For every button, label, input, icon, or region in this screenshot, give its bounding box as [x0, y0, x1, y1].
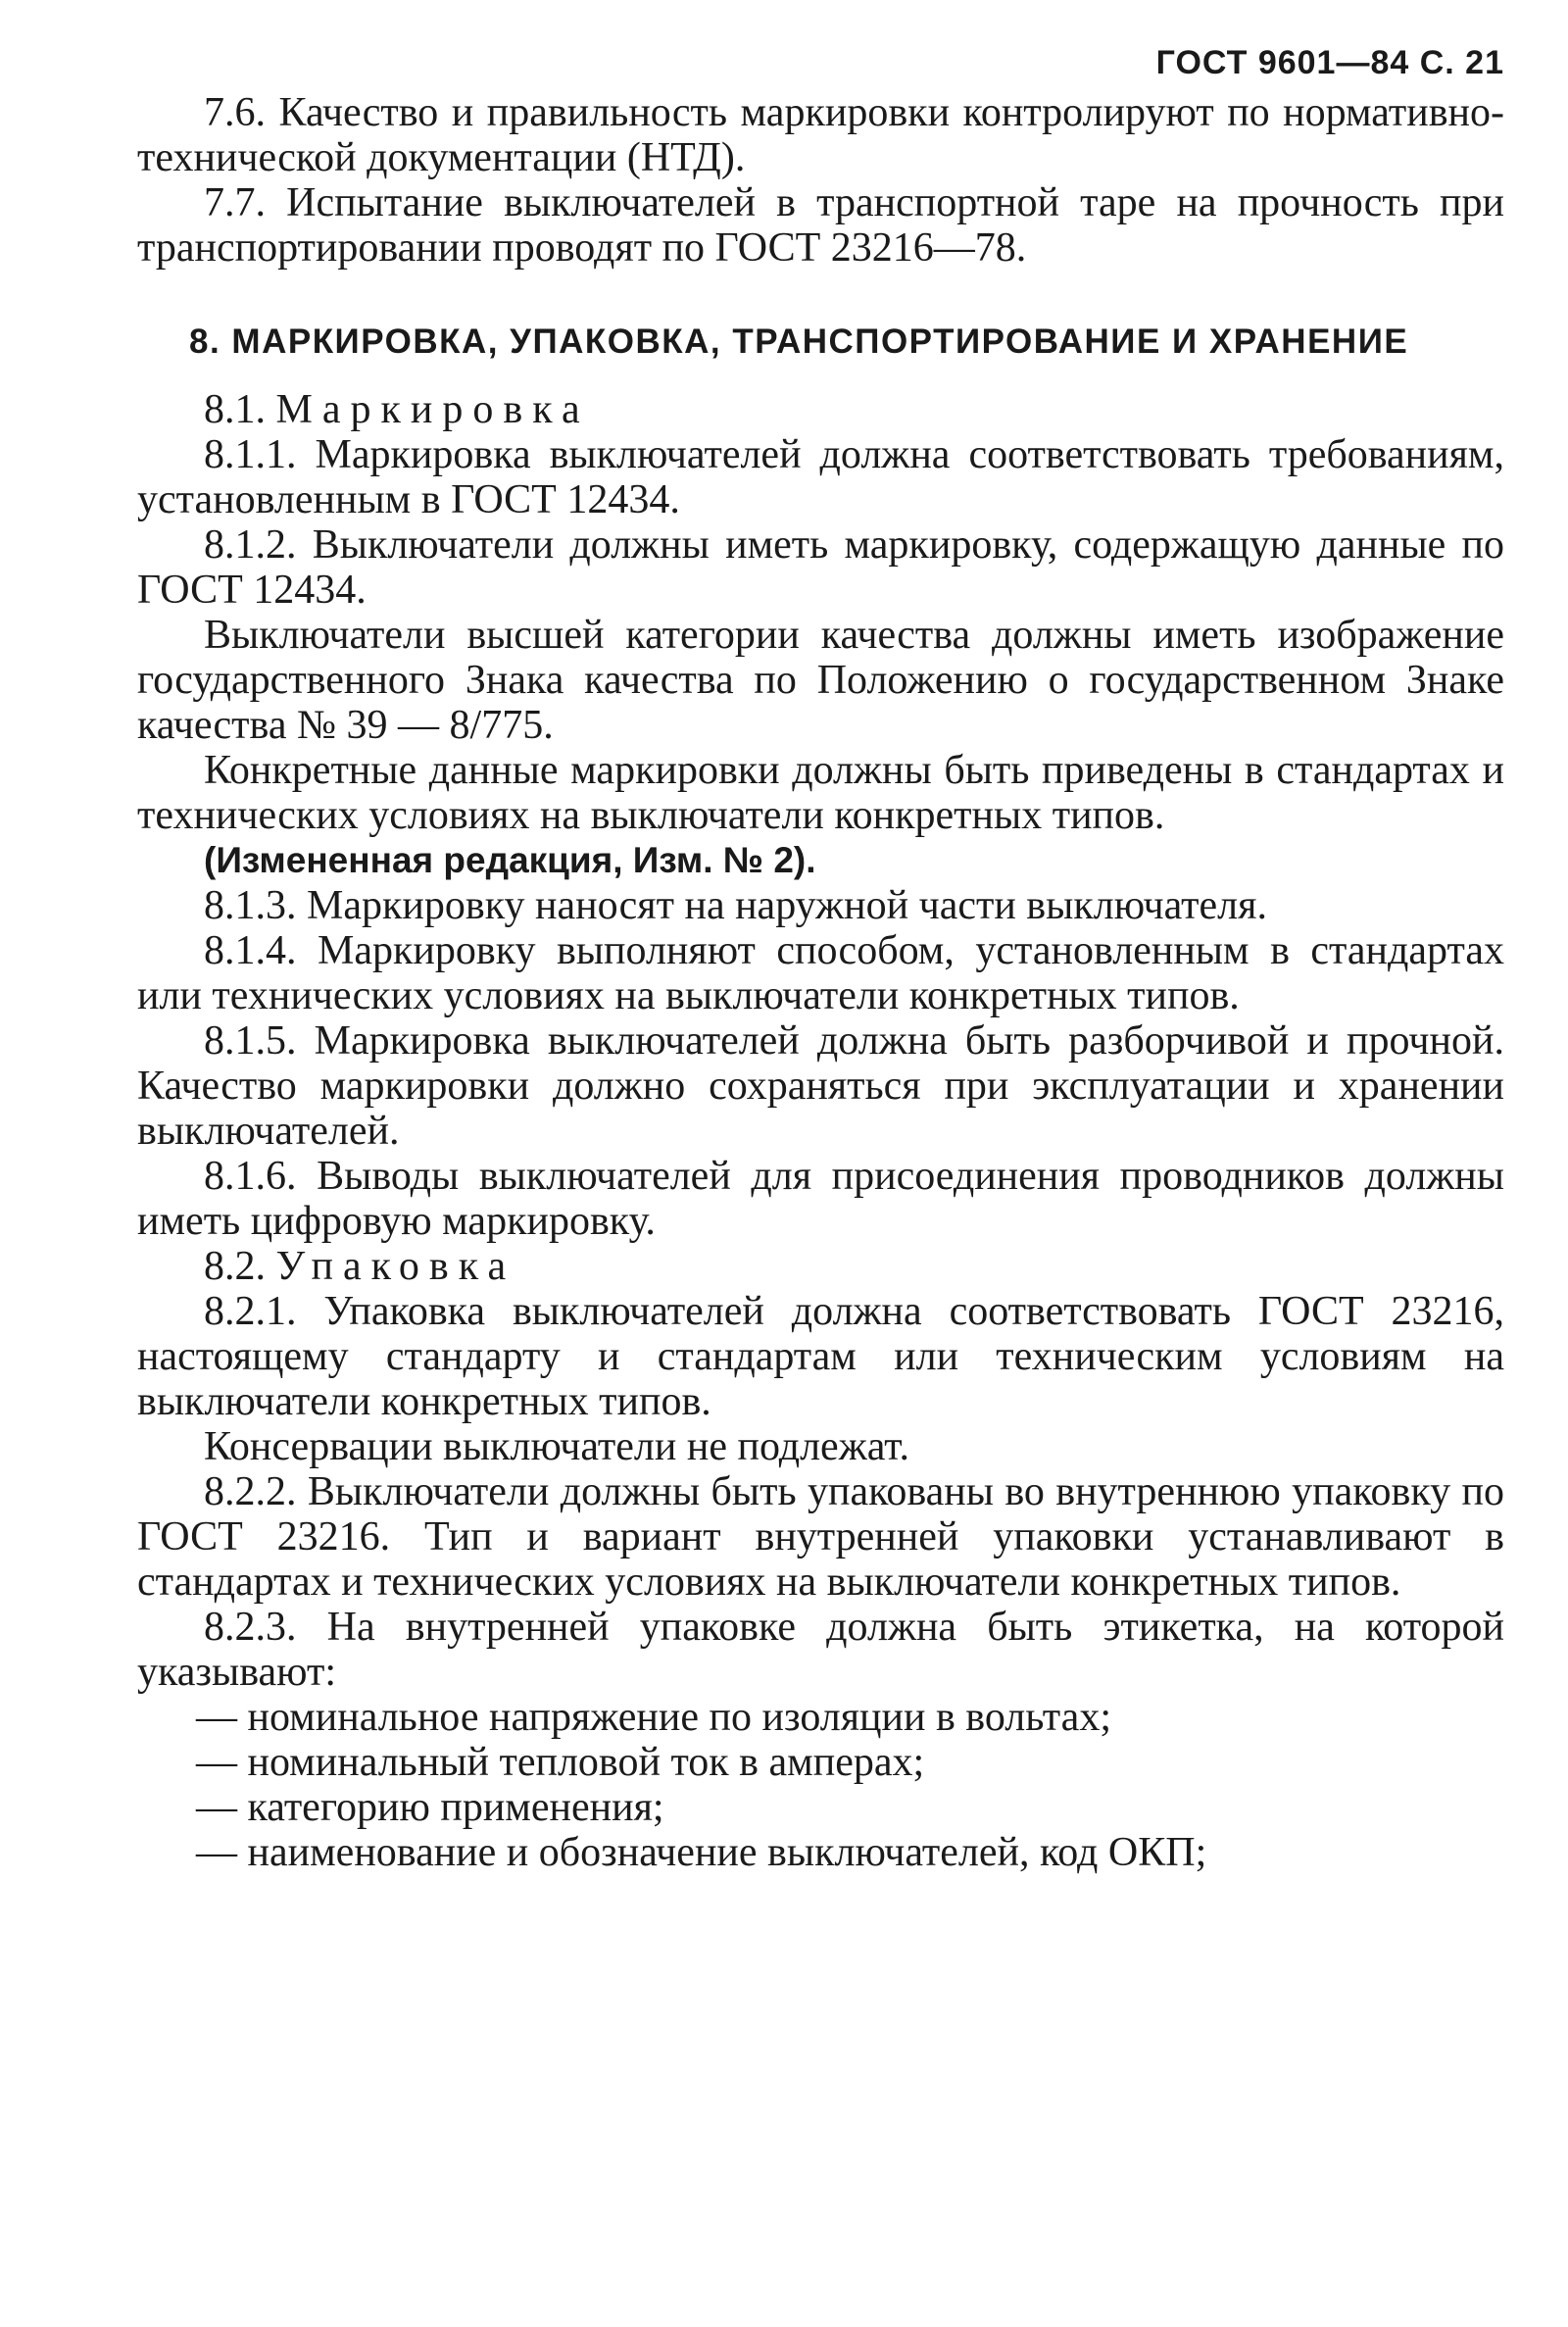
label-item-name-code: — наименование и обозначение выключателей, код ОКП;: [196, 1830, 1207, 1875]
paragraph-8-2-3: 8.2.3. На внутренней упаковке должна быть этикетка, на которой указывают:: [137, 1605, 1504, 1695]
subsection-8-1-title: Маркировка: [275, 387, 590, 432]
paragraph-8-2-2: 8.2.2. Выключатели должны быть упакованы во внутреннюю упаковку по ГОСТ 23216. Тип и вариант внутренней упаковки устанавливают в стандартах и технических условиях на выключатели конкретных типов.: [137, 1469, 1504, 1605]
subsection-8-1-number: 8.1.: [204, 387, 266, 432]
paragraph-8-1-2: 8.1.2. Выключатели должны иметь маркировку, содержащую данные по ГОСТ 12434.: [137, 522, 1504, 613]
paragraph-7-7: 7.7. Испытание выключателей в транспортной таре на прочность при транспортировании проводят по ГОСТ 23216—78.: [137, 180, 1504, 271]
subsection-8-1-heading: [137, 387, 1504, 432]
paragraph-8-2-1-conservation: Консервации выключатели не подлежат.: [204, 1424, 909, 1469]
paragraph-8-2-1: 8.2.1. Упаковка выключателей должна соответствовать ГОСТ 23216, настоящему стандарту и стандартам или техническим условиям на выключатели конкретных типов.: [137, 1289, 1504, 1424]
amendment-note: (Измененная редакция, Изм. № 2).: [204, 840, 816, 880]
label-item-category: — категорию применения;: [196, 1785, 664, 1830]
paragraph-8-1-5: 8.1.5. Маркировка выключателей должна быть разборчивой и прочной. Качество маркировки должно сохраняться при эксплуатации и хранении выключателей.: [137, 1018, 1504, 1154]
paragraph-8-1-4: 8.1.4. Маркировку выполняют способом, установленным в стандартах или технических условиях на выключатели конкретных типов.: [137, 928, 1504, 1018]
running-head: ГОСТ 9601—84 С. 21: [1155, 44, 1504, 81]
label-item-voltage: — номинальное напряжение по изоляции в вольтах;: [196, 1695, 1111, 1740]
paragraph-8-1-1: 8.1.1. Маркировка выключателей должна соответствовать требованиям, установленным в ГОСТ 12434.: [137, 432, 1504, 522]
paragraph-8-1-3: 8.1.3. Маркировку наносят на наружной части выключателя.: [204, 883, 1267, 928]
subsection-8-2-title: Упаковка: [275, 1244, 516, 1289]
document-body: [137, 90, 1504, 1875]
section-8-title: 8. МАРКИРОВКА, УПАКОВКА, ТРАНСПОРТИРОВАНИЕ И ХРАНЕНИЕ: [189, 322, 1409, 361]
paragraph-8-1-2-specific-data: Конкретные данные маркировки должны быть приведены в стандартах и технических условиях на выключатели конкретных типов.: [137, 748, 1504, 838]
subsection-8-2-number: 8.2.: [204, 1244, 266, 1289]
paragraph-7-6: 7.6. Качество и правильность маркировки контролируют по нормативно-технической документации (НТД).: [137, 90, 1504, 180]
document-page: [137, 39, 1504, 1875]
paragraph-8-1-6: 8.1.6. Выводы выключателей для присоединения проводников должны иметь цифровую маркировку.: [137, 1154, 1504, 1244]
label-item-current: — номинальный тепловой ток в амперах;: [196, 1740, 925, 1785]
subsection-8-2-heading: [137, 1244, 1504, 1289]
paragraph-8-1-2-quality-mark: Выключатели высшей категории качества должны иметь изображение государственного Знака качества по Положению о государственном Знаке качества № 39 — 8/775.: [137, 613, 1504, 748]
